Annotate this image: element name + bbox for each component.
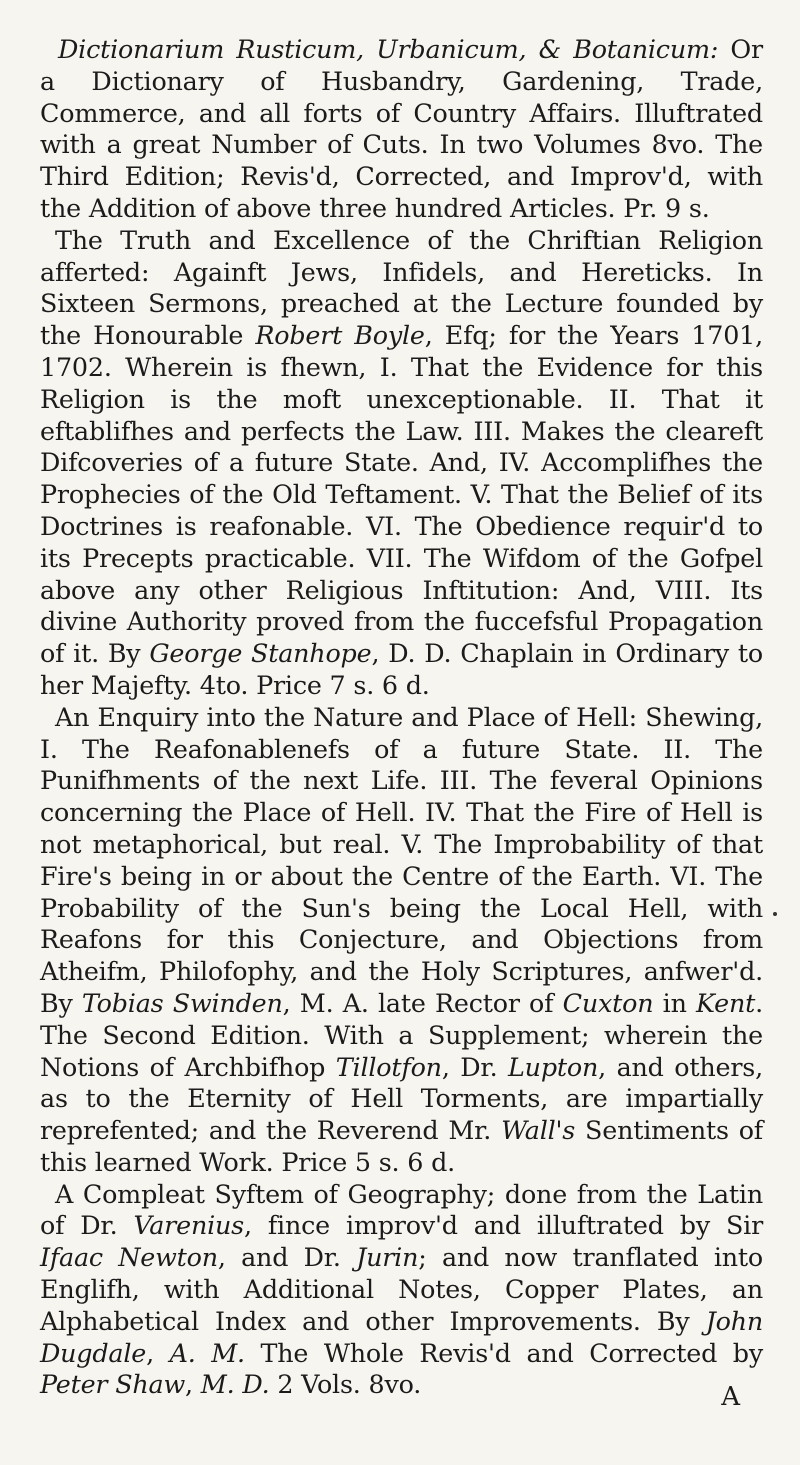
person-name: Varenius <box>133 1210 244 1241</box>
entry-body: Or a Dictionary of Husbandry, Gardening, Trade, Commerce, and all forts of Country Affairs. Illuftrated with a great Number of Cuts. In two Volumes 8vo. The Third Edition; Revis'd, Corrected, and Improv'd, with the Addition of above three hundred Articles. Pr. 9 s. <box>40 34 763 223</box>
entry-text: ; and now tranflated into Englifh, with Additional Notes, Copper Plates, an Alphabetical Index and other Improvements. By <box>40 1242 763 1336</box>
entry-geography <box>40 1179 763 1402</box>
entry-dictionarium <box>40 34 763 225</box>
person-name: Ifaac Newton <box>40 1242 218 1273</box>
entry-truth-and-excellence <box>40 225 763 702</box>
person-name: Jurin <box>356 1242 419 1273</box>
entry-text: The Truth and Excellence of the Chriftian Religion afferted: Againft Jews, Infidels, and Hereticks. In Sixteen Sermons, preached at the Lecture founded by the Honourable <box>40 224 763 351</box>
entry-enquiry-hell <box>40 702 763 1179</box>
entry-text: 2 Vols. 8vo. <box>269 1369 422 1400</box>
entry-text: , D. D. Chaplain in Ordinary to her Majefty. 4to. Price 7 s. 6 d. <box>40 638 764 700</box>
entry-text: , Dr. <box>441 1051 509 1082</box>
entry-text: , fince improv'd and illuftrated by Sir <box>244 1210 764 1241</box>
entry-text: Sentiments of this learned Work. Price 5 s. 6 d. <box>40 1115 763 1177</box>
entry-text: , and Dr. <box>217 1242 357 1273</box>
author-name: George Stanhope <box>149 638 372 669</box>
degree: A. M. <box>169 1337 245 1368</box>
advertisement-column <box>40 34 763 1401</box>
author-name: Tobias Swinden <box>81 987 283 1018</box>
entry-text: , <box>146 1337 170 1368</box>
person-name: Peter Shaw <box>40 1369 186 1400</box>
catchword: A <box>721 1382 740 1412</box>
author-name: John Dugdale <box>40 1305 763 1368</box>
person-name: Robert Boyle <box>255 320 425 351</box>
person-name: Lupton <box>508 1051 599 1082</box>
entry-text: The Whole Revis'd and Corrected by <box>244 1337 763 1368</box>
place-name: Cuxton <box>562 987 654 1018</box>
entry-text: in <box>653 987 697 1018</box>
degree: M. D. <box>200 1369 270 1400</box>
place-name: Kent <box>696 987 756 1018</box>
entry-text: , Efq; for the Years 1701, 1702. Wherein is fhewn, I. That the Evidence for this Religion is the moft unexceptionable. II. That it eftablifhes and perfects the Law. III. Makes the cleareft Difcoveries of a future State. And, IV. Accomplifhes the Prophecies of the Old Teftament. V. That the Belief of its Doctrines is reafonable. VI. The Obedience requir'd to its Precepts practicable. VII. The Wifdom of the Gofpel above any other Religious Inftitution: And, VIII. Its divine Authority proved from the fuccefsful Propagation of it. By <box>40 320 763 669</box>
person-name: Tillotfon <box>335 1051 442 1082</box>
entry-text: , <box>185 1369 201 1400</box>
entry-text: . The Second Edition. With a Supplement; wherein the Notions of Archbifhop <box>40 987 763 1082</box>
entry-text: A Compleat Syftem of Geography; done from the Latin of Dr. <box>40 1178 763 1241</box>
ink-speck <box>773 912 777 916</box>
entry-text: , and others, as to the Eternity of Hell Torments, are impartially reprefented; and the Reverend Mr. <box>40 1051 763 1146</box>
person-name: Wall's <box>501 1115 576 1146</box>
entry-text: , M. A. late Rector of <box>282 987 563 1018</box>
entry-title: Dictionarium Rusticum, Urbanicum, & Botanicum: <box>58 34 719 64</box>
entry-text: An Enquiry into the Nature and Place of Hell: Shewing, I. The Reafonablenefs of a future State. II. The Punifhments of the next Life. III. The feveral Opinions concerning the Place of Hell. IV. That the Fire of Hell is not metaphorical, but real. V. The Improbability of that Fire's being in or about the Centre of the Earth. VI. The Probability of the Sun's being the Local Hell, with Reafons for this Conjecture, and Objections from Atheifm, Philofophy, and the Holy Scriptures, anfwer'd. By <box>40 701 763 1018</box>
